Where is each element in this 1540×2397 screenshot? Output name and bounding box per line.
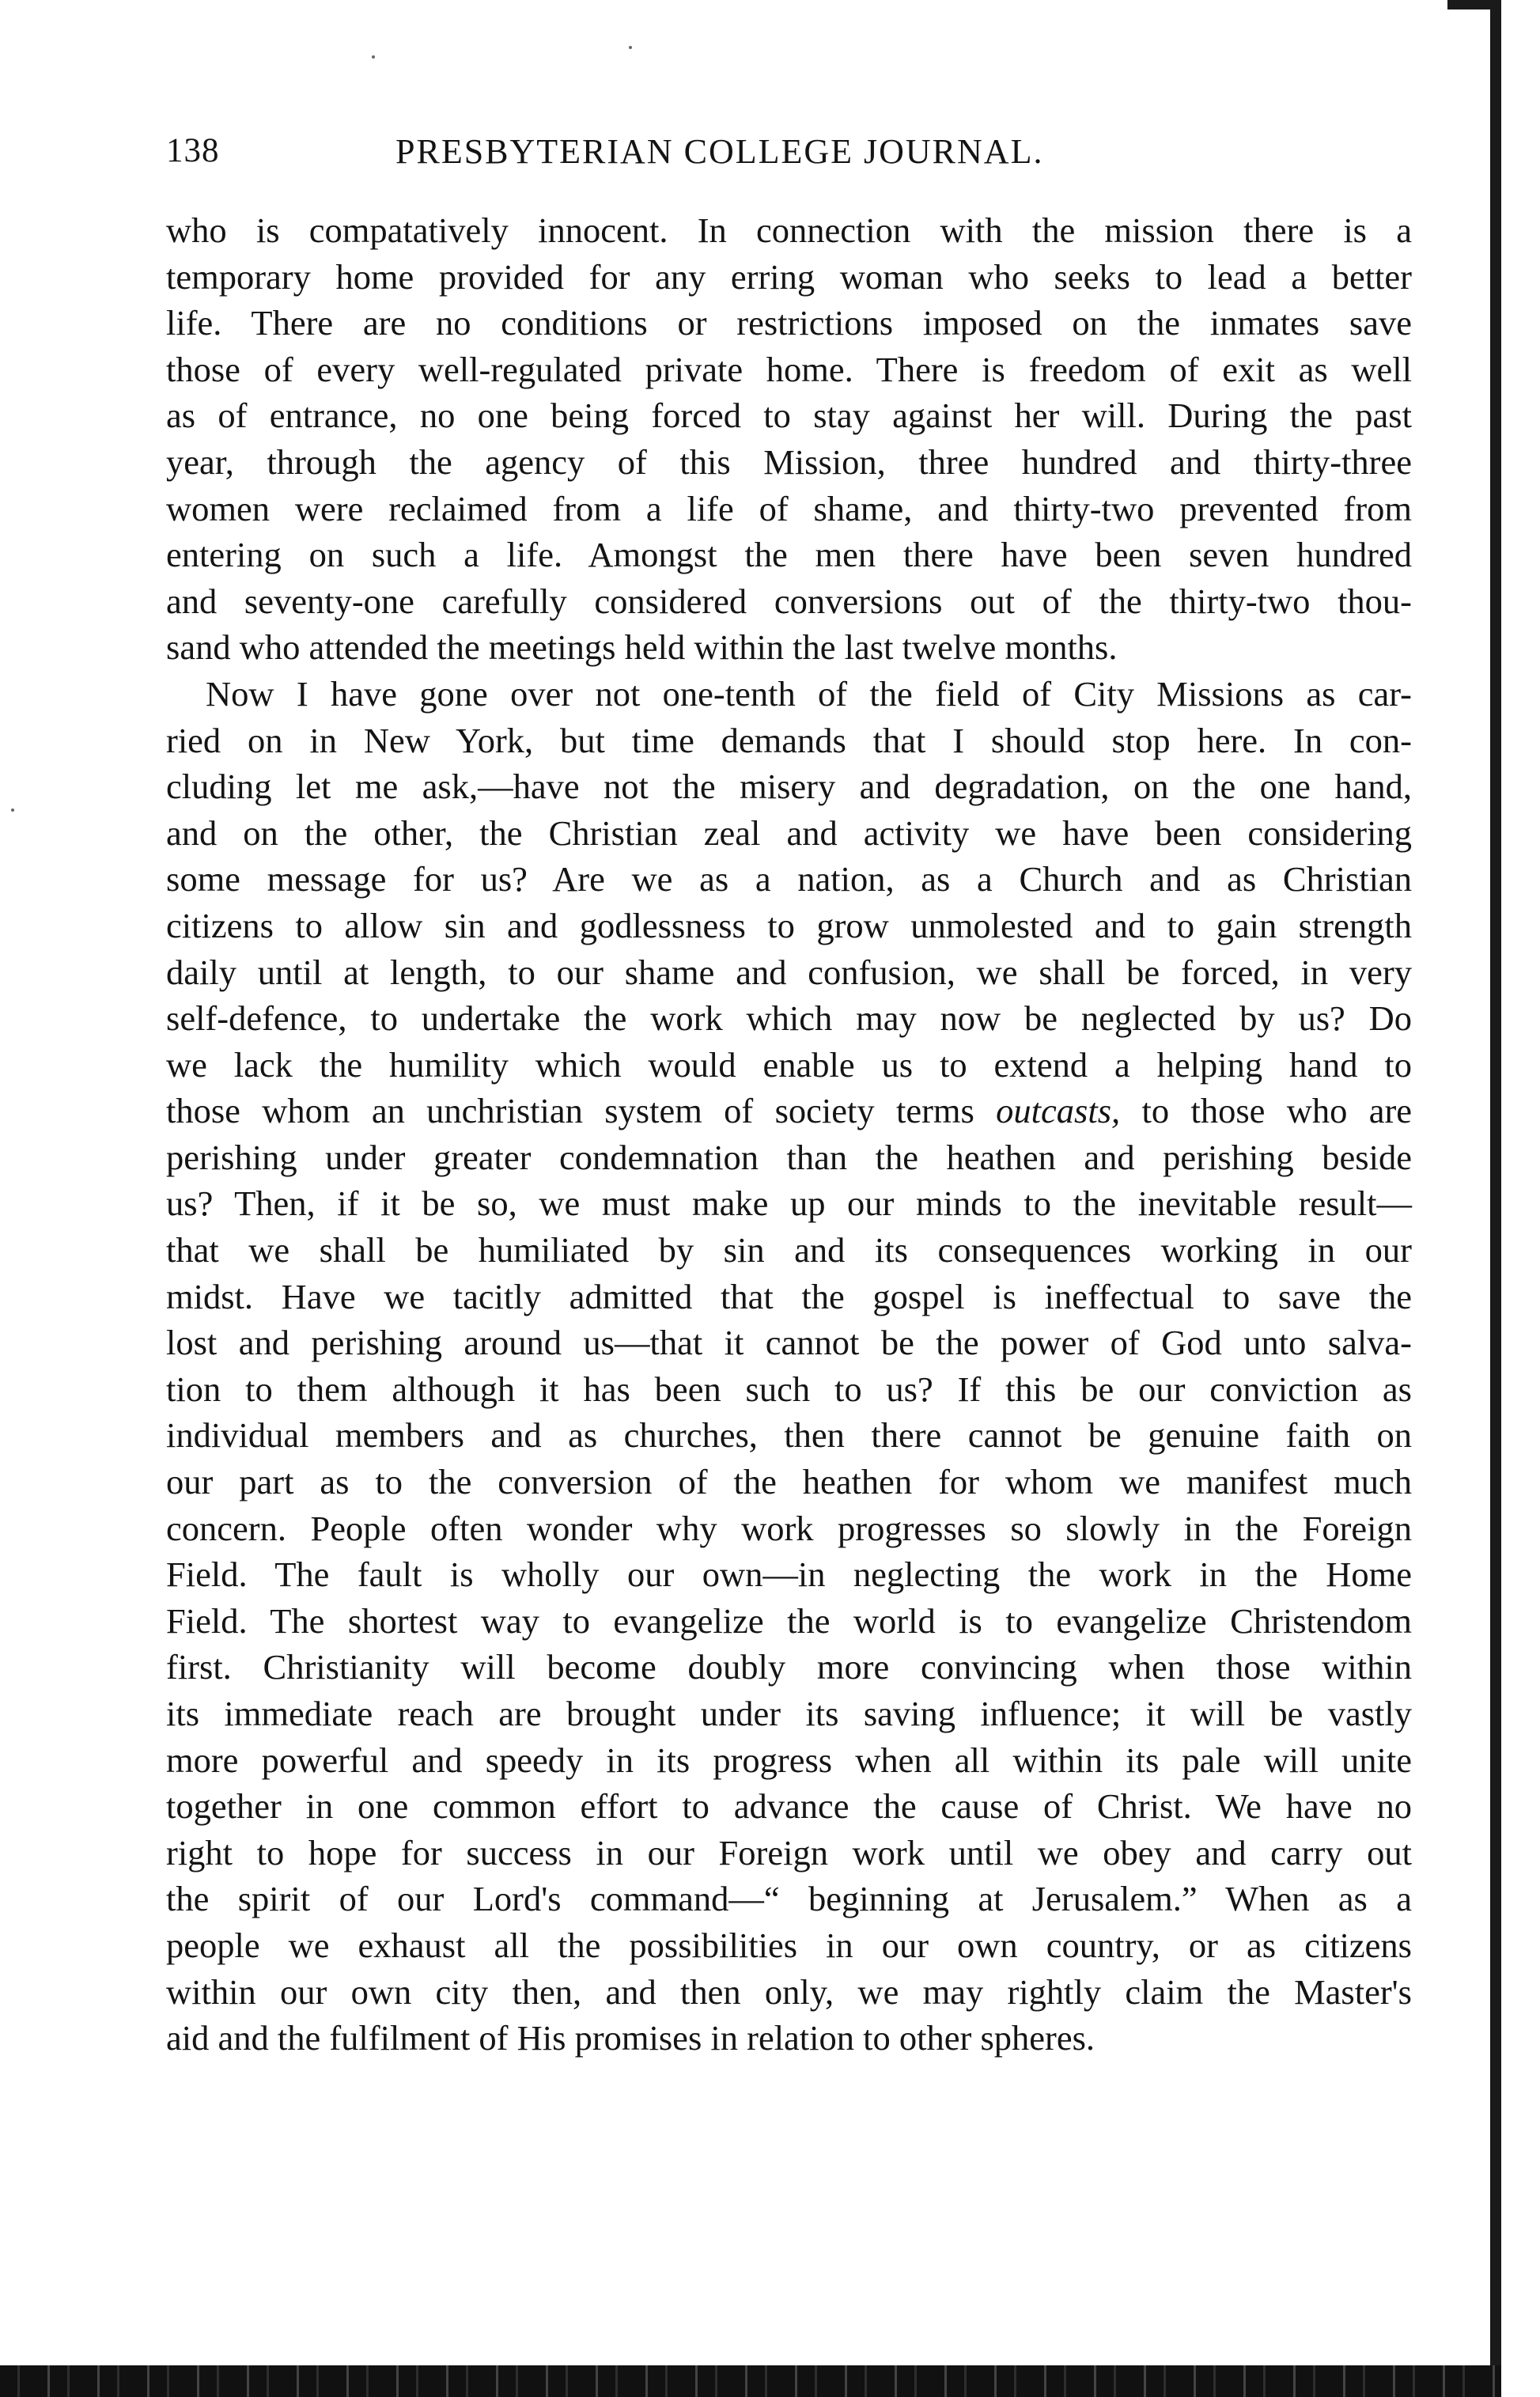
text-line: our part as to the conversion of the heathen for whom we manifest much — [166, 1462, 1412, 1502]
text-line: lost and perishing around us—that it cannot be the power of God unto salva- — [166, 1323, 1412, 1363]
text-line: more powerful and speedy in its progress when all within its pale will unite — [166, 1740, 1412, 1780]
text-line: Field. The fault is wholly our own—in neglecting the work in the Home — [166, 1554, 1412, 1595]
text-line-with-italic — [166, 1088, 1412, 1134]
text-segment: those whom an unchristian system of society terms — [166, 1091, 974, 1131]
text-line: the spirit of our Lord's command—“ beginning at Jerusalem.” When as a — [166, 1879, 1412, 1919]
running-title: PRESBYTERIAN COLLEGE JOURNAL. — [395, 132, 1044, 171]
text-line: aid and the fulfilment of His promises in relation to other spheres. — [166, 2018, 1095, 2058]
text-line: life. There are no conditions or restrictions imposed on the inmates save — [166, 303, 1412, 343]
text-line: year, through the agency of this Mission, three hundred and thirty-three — [166, 441, 1412, 482]
paragraph — [166, 671, 1412, 2062]
text-line: women were reclaimed from a life of shame, and thirty-two prevented from — [166, 488, 1412, 528]
text-line: its immediate reach are brought under its saving influence; it will be vastly — [166, 1694, 1412, 1733]
text-line: sand who attended the meetings held within the last twelve months. — [166, 627, 1118, 668]
text-line: and on the other, the Christian zeal and activity we have been considering — [166, 812, 1412, 853]
text-line: self-defence, to undertake the work which may now be neglected by us? Do — [166, 998, 1412, 1039]
text-line: concern. People often wonder why work progresses so slowly in the Foreign — [166, 1508, 1412, 1548]
scan-border-bottom — [0, 2365, 1501, 2397]
text-line: tion to them although it has been such to us? If this be our conviction as — [166, 1369, 1412, 1409]
scan-speck — [11, 808, 14, 812]
text-line: some message for us? Are we as a nation, as a Church and as Christian — [166, 859, 1412, 899]
text-line: cluding let me ask,—have not the misery and degradation, on the one hand, — [166, 767, 1412, 807]
text-line: daily until at length, to our shame and confusion, we shall be forced, in very — [166, 952, 1412, 992]
text-line: first. Christianity will become doubly more convincing when those within — [166, 1647, 1412, 1687]
paragraph — [166, 207, 1412, 671]
text-segment: to those who are — [1141, 1091, 1413, 1131]
text-line: perishing under greater condemnation than the heathen and perishing beside — [166, 1137, 1412, 1177]
text-line: those of every well-regulated private home. There is freedom of exit as well — [166, 349, 1412, 389]
text-line: we lack the humility which would enable us to extend a helping hand to — [166, 1044, 1412, 1085]
scan-speck — [629, 46, 632, 49]
text-line: Now I have gone over not one-tenth of the field of City Missions as car- — [206, 673, 1412, 714]
text-line: citizens to allow sin and godlessness to grow unmolested and to gain strength — [166, 905, 1412, 945]
scan-speck — [372, 55, 375, 59]
scan-border-right — [1490, 0, 1501, 2365]
text-line: entering on such a life. Amongst the men there have been seven hundred — [166, 535, 1412, 575]
text-line: people we exhaust all the possibilities in our own country, or as citizens — [166, 1925, 1412, 1965]
text-line: midst. Have we tacitly admitted that the gospel is ineffectual to save the — [166, 1276, 1412, 1316]
text-line: temporary home provided for any erring woman who seeks to lead a better — [166, 256, 1412, 297]
text-line: that we shall be humiliated by sin and its consequences working in our — [166, 1230, 1412, 1270]
text-line: as of entrance, no one being forced to stay against her will. During the past — [166, 396, 1412, 436]
text-line: within our own city then, and then only, we may rightly claim the Master's — [166, 1971, 1412, 2012]
text-line: and seventy-one carefully considered conversions out of the thirty-two thou- — [166, 581, 1412, 621]
page-header — [166, 131, 1412, 179]
italic-term: outcasts, — [996, 1091, 1121, 1131]
text-line: individual members and as churches, then there cannot be genuine faith on — [166, 1415, 1412, 1456]
text-line: ried on in New York, but time demands that I should stop here. In con- — [166, 720, 1412, 760]
page-number: 138 — [166, 132, 220, 169]
text-line: us? Then, if it be so, we must make up our minds to the inevitable result— — [166, 1183, 1412, 1224]
text-line: Field. The shortest way to evangelize the world is to evangelize Christendom — [166, 1600, 1412, 1641]
text-line: together in one common effort to advance the cause of Christ. We have no — [166, 1786, 1412, 1827]
text-line: right to hope for success in our Foreign work until we obey and carry out — [166, 1832, 1412, 1873]
article-body — [166, 207, 1412, 2062]
text-line: who is compatatively innocent. In connection with the mission there is a — [166, 210, 1412, 250]
